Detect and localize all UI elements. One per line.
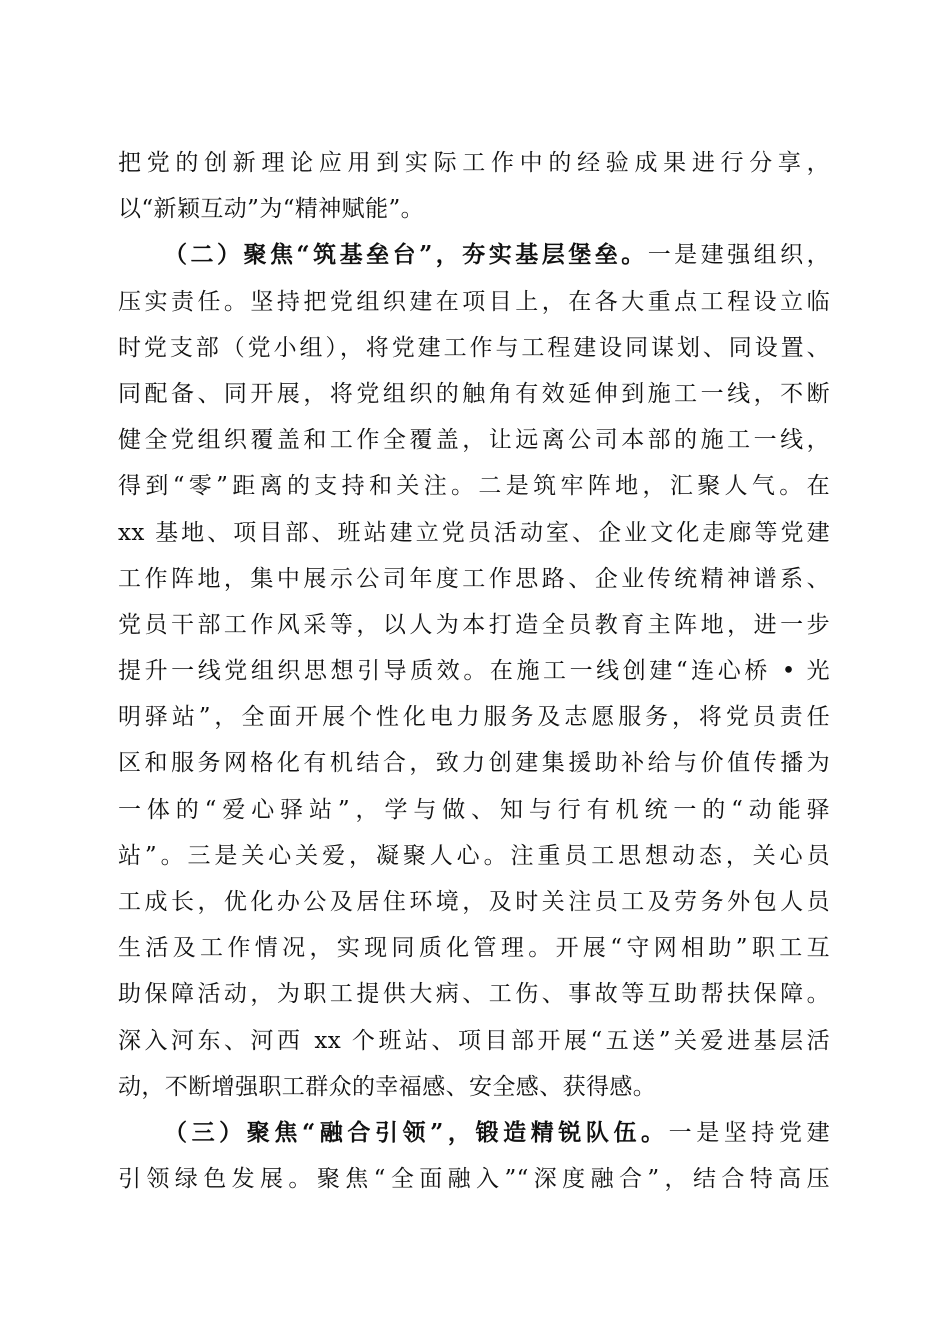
paragraph-line: 压实责任。坚持把党组织建在项目上，在各大重点工程设立临 bbox=[118, 288, 830, 315]
paragraph-line: 动，不断增强职工群众的幸福感、安全感、获得感。 bbox=[118, 1073, 657, 1100]
section-heading-3: （三）聚焦“融合引领”，锻造精锐队伍。 bbox=[164, 1118, 669, 1146]
paragraph-line: 时党支部（党小组），将党建工作与工程建设同谋划、同设置、 bbox=[118, 334, 830, 361]
document-body bbox=[118, 140, 830, 1202]
paragraph-line: 健全党组织覆盖和工作全覆盖，让远离公司本部的施工一线， bbox=[118, 427, 830, 454]
paragraph-line: 提升一线党组织思想引导质效。在施工一线创建“连心桥 • 光 bbox=[118, 658, 830, 685]
paragraph-text: 一是坚持党建 bbox=[668, 1119, 831, 1146]
paragraph-line: 明驿站”，全面开展个性化电力服务及志愿服务，将党员责任 bbox=[118, 704, 830, 731]
paragraph-line: 引领绿色发展。聚焦“全面融入”“深度融合”，结合特高压 bbox=[118, 1166, 830, 1193]
paragraph-line: 把党的创新理论应用到实际工作中的经验成果进行分享， bbox=[118, 150, 830, 176]
paragraph-line: 同配备、同开展，将党组织的触角有效延伸到施工一线，不断 bbox=[118, 380, 830, 407]
section-heading-2: （二）聚焦“筑基垒台”，夯实基层堡垒。 bbox=[164, 241, 648, 269]
paragraph-text: 一是建强组织， bbox=[647, 242, 830, 269]
paragraph-line: 以“新颖互动”为“精神赋能”。 bbox=[118, 196, 425, 223]
paragraph-line: 党员干部工作风采等，以人为本打造全员教育主阵地，进一步 bbox=[118, 611, 830, 638]
paragraph-line: 区和服务网格化有机结合，致力创建集援助补给与价值传播为 bbox=[118, 750, 830, 777]
paragraph-line: 工成长，优化办公及居住环境，及时关注员工及劳务外包人员 bbox=[118, 889, 830, 915]
paragraph-line: 一体的“爱心驿站”，学与做、知与行有机统一的“动能驿 bbox=[118, 796, 830, 823]
paragraph-line: 得到“零”距离的支持和关注。二是筑牢阵地，汇聚人气。在 bbox=[118, 473, 830, 500]
section-heading-line bbox=[118, 232, 830, 278]
paragraph-line: 助保障活动，为职工提供大病、工伤、事故等互助帮扶保障。 bbox=[118, 981, 830, 1008]
paragraph-line: xx 基地、项目部、班站建立党员活动室、企业文化走廊等党建 bbox=[118, 519, 830, 546]
paragraph-line: 生活及工作情况，实现同质化管理。开展“守网相助”职工互 bbox=[118, 935, 830, 962]
paragraph-line: 站”。三是关心关爱，凝聚人心。注重员工思想动态，关心员 bbox=[118, 842, 830, 869]
paragraph-line: 深入河东、河西 xx 个班站、项目部开展“五送”关爱进基层活 bbox=[118, 1027, 830, 1054]
section-heading-line bbox=[118, 1110, 830, 1156]
paragraph-line: 工作阵地，集中展示公司年度工作思路、企业传统精神谱系、 bbox=[118, 565, 830, 592]
